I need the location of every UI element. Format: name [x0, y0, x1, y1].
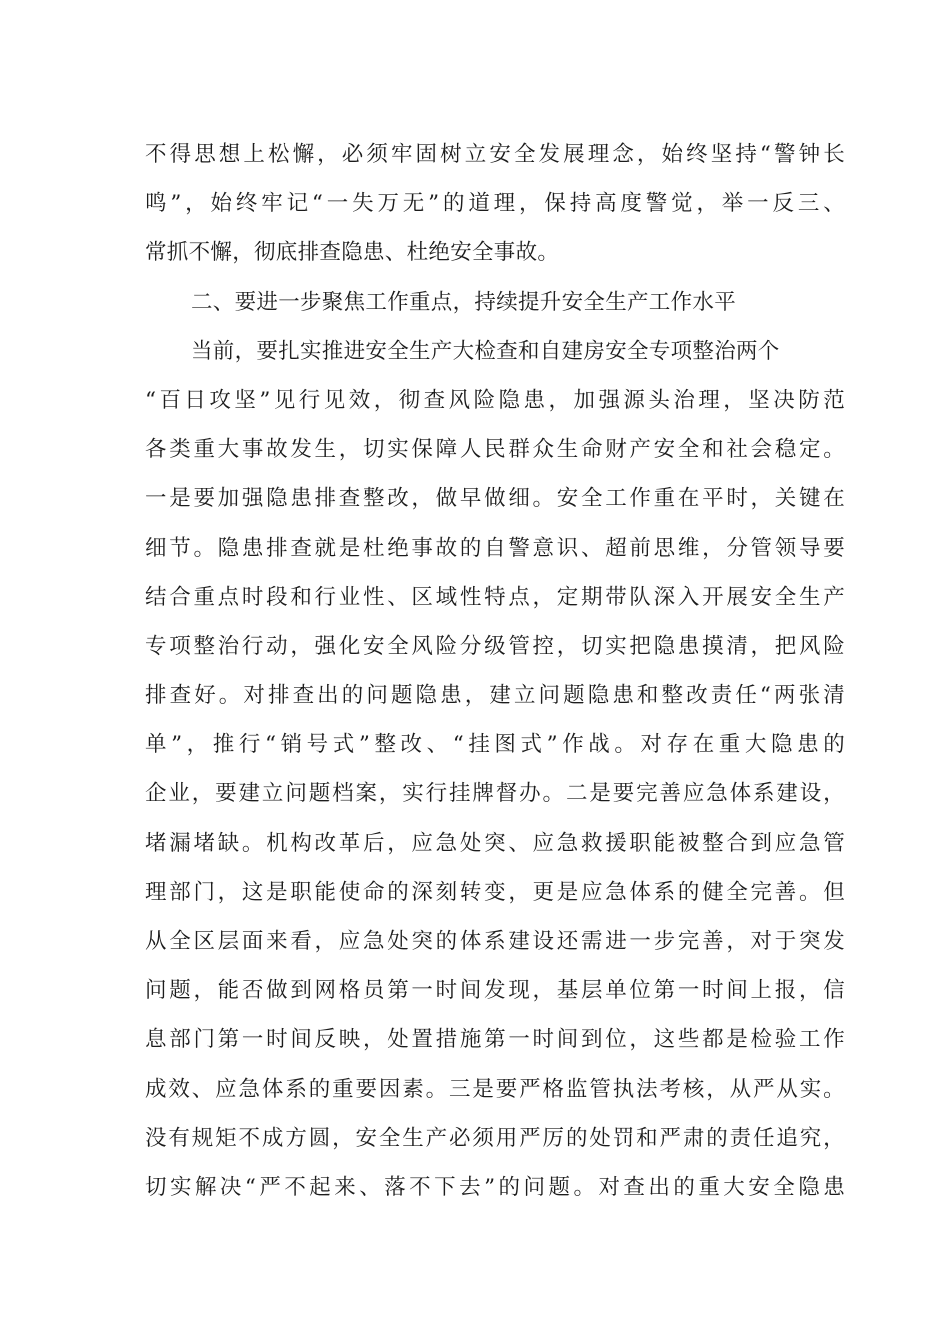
text-line: 没有规矩不成方圆，安全生产必须用严厉的处罚和严肃的责任追究， [145, 1125, 845, 1151]
text-line: 从全区层面来看，应急处突的体系建设还需进一步完善，对于突发 [145, 929, 845, 954]
text-line: 单”，推行“销号式”整改、“挂图式”作战。对存在重大隐患的 [145, 732, 845, 758]
text-line: 各类重大事故发生，切实保障人民群众生命财产安全和社会稳定。 [145, 437, 845, 463]
text-line: 息部门第一时间反映，处置措施第一时间到位，这些都是检验工作 [145, 1027, 845, 1053]
text-line: 成效、应急体系的重要因素。三是要严格监管执法考核，从严从实。 [145, 1076, 845, 1102]
section-heading: 二、要进一步聚焦工作重点，持续提升安全生产工作水平 [191, 289, 737, 315]
text-line: 一是要加强隐患排查整改，做早做细。安全工作重在平时，关键在 [145, 486, 845, 512]
text-line: 问题，能否做到网格员第一时间发现，基层单位第一时间上报，信 [145, 978, 845, 1004]
text-line: 堵漏堵缺。机构改革后，应急处突、应急救援职能被整合到应急管 [145, 830, 845, 856]
text-line: 结合重点时段和行业性、区域性特点，定期带队深入开展安全生产 [145, 584, 845, 610]
text-line: 当前，要扎实推进安全生产大检查和自建房安全专项整治两个 [191, 338, 780, 364]
text-line: 鸣”，始终牢记“一失万无”的道理，保持高度警觉，举一反三、 [145, 191, 845, 217]
text-line: 理部门，这是职能使命的深刻转变，更是应急体系的健全完善。但 [145, 879, 845, 905]
text-line: 常抓不懈，彻底排查隐患、杜绝安全事故。 [145, 240, 560, 266]
text-line: 切实解决“严不起来、落不下去”的问题。对查出的重大安全隐患 [145, 1174, 845, 1200]
text-line: 不得思想上松懈，必须牢固树立安全发展理念，始终坚持“警钟长 [145, 142, 845, 167]
text-line: “百日攻坚”见行见效，彻查风险隐患，加强源头治理，坚决防范 [145, 387, 845, 413]
text-line: 细节。隐患排查就是杜绝事故的自警意识、超前思维，分管领导要 [145, 535, 845, 561]
text-line: 专项整治行动，强化安全风险分级管控，切实把隐患摸清，把风险 [145, 633, 845, 659]
body-text [145, 130, 845, 1212]
text-line: 排查好。对排查出的问题隐患，建立问题隐患和整改责任“两张清 [145, 683, 845, 709]
text-line: 企业，要建立问题档案，实行挂牌督办。二是要完善应急体系建设， [145, 781, 845, 807]
